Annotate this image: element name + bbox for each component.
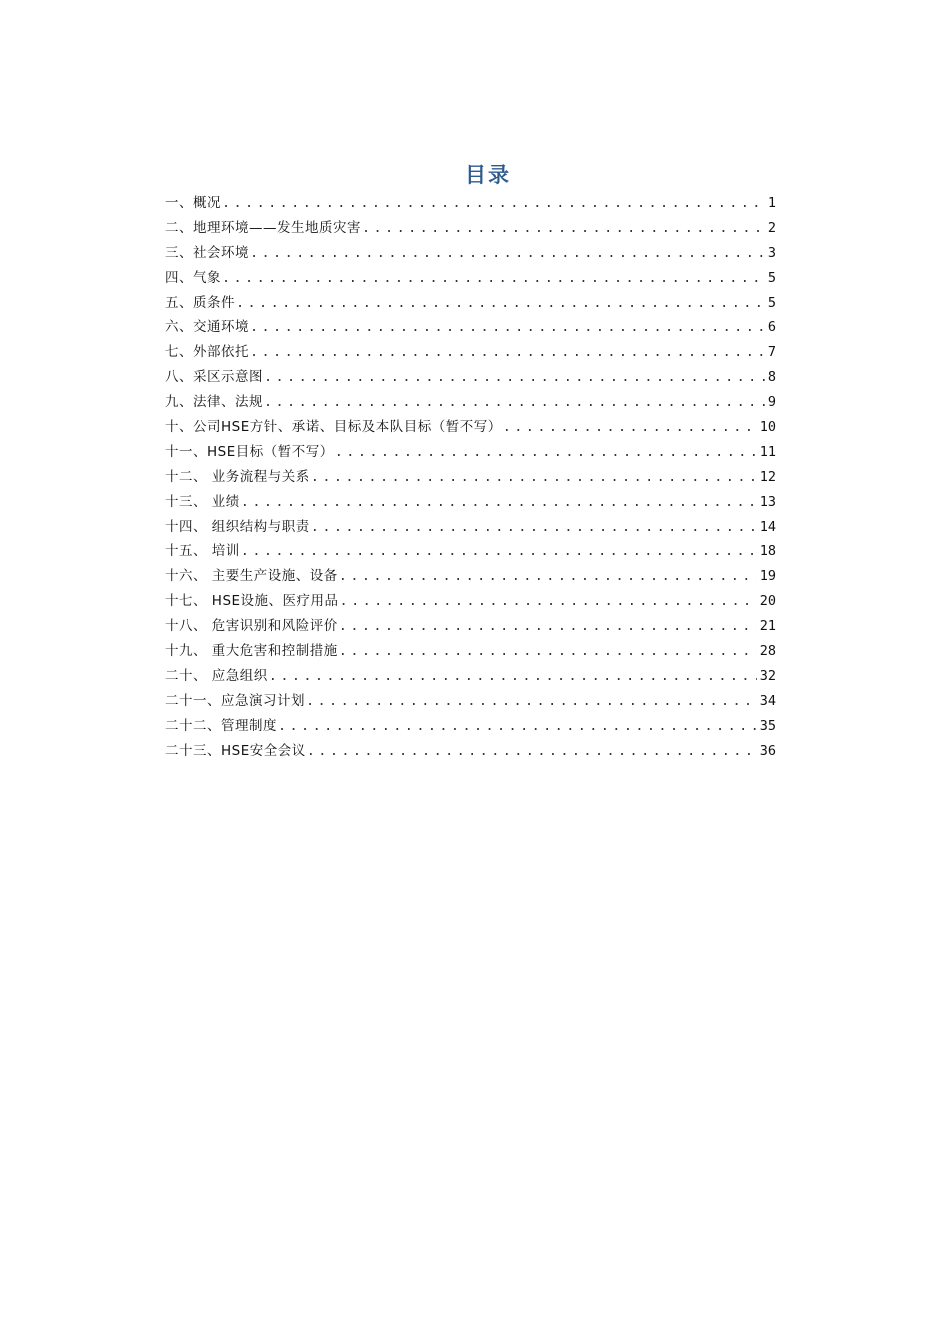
toc-entry-page: 10 [759,419,776,436]
dot-leader [250,340,765,365]
toc-entry[interactable] [165,266,776,291]
toc-entry-label: 六、交通环境 [165,319,249,336]
dot-leader [311,515,757,540]
dot-leader [222,191,765,216]
toc-entry-label: 七、外部依托 [165,344,249,361]
dot-leader [339,564,757,589]
toc-entry-page: 13 [759,493,776,510]
dot-leader [241,490,757,515]
toc-entry-label: 九、法律、法规 [165,394,263,411]
toc-entry-page: 11 [759,443,776,460]
toc-entry-label: 十八、 危害识别和风险评价 [165,618,338,635]
toc-entry-page: 20 [759,593,776,610]
toc-entry[interactable] [165,539,776,564]
toc-entry-page: 34 [759,692,776,709]
toc-entry-label: 十三、 业绩 [165,493,240,510]
toc-entry-label: 十、公司HSE方针、承诺、目标及本队目标（暂不写） [165,419,502,436]
toc-entry-page: 5 [767,294,776,311]
toc-entry[interactable] [165,614,776,639]
dot-leader [339,614,757,639]
toc-entry-label: 十一、HSE目标（暂不写） [165,443,334,460]
toc-entry[interactable] [165,365,776,390]
toc-entry-label: 十六、 主要生产设施、设备 [165,568,338,585]
toc-entry[interactable] [165,415,776,440]
toc-entry[interactable] [165,291,776,316]
dot-leader [340,589,757,614]
dot-leader [503,415,757,440]
toc-entry-page: 18 [759,543,776,560]
toc-entry[interactable] [165,490,776,515]
toc-entry[interactable] [165,639,776,664]
toc-entry[interactable] [165,589,776,614]
dot-leader [278,714,757,739]
toc-entry-label: 四、气象 [165,269,221,286]
toc-entry-page: 21 [759,618,776,635]
dot-leader [362,216,765,241]
table-of-contents [165,191,776,763]
dot-leader [250,241,765,266]
toc-entry-label: 十二、 业务流程与关系 [165,468,310,485]
dot-leader [307,739,757,764]
toc-title: 目录 [465,163,511,187]
toc-entry[interactable] [165,440,776,465]
toc-entry-page: 35 [759,717,776,734]
dot-leader [236,291,765,316]
dot-leader [241,539,757,564]
toc-entry-label: 十五、 培训 [165,543,240,560]
toc-entry[interactable] [165,564,776,589]
dot-leader [269,664,757,689]
toc-entry-label: 二十一、应急演习计划 [165,692,305,709]
toc-entry[interactable] [165,714,776,739]
dot-leader [250,315,765,340]
dot-leader [222,266,765,291]
toc-entry[interactable] [165,739,776,764]
toc-entry-label: 十九、 重大危害和控制措施 [165,643,338,660]
toc-entry[interactable] [165,664,776,689]
toc-entry-page: 7 [767,344,776,361]
toc-entry-label: 一、概况 [165,195,221,211]
toc-entry[interactable] [165,241,776,266]
toc-entry-page: 9 [767,394,776,411]
toc-entry-page: 2 [767,219,776,236]
dot-leader [264,390,765,415]
toc-entry-label: 二十三、HSE安全会议 [165,742,306,759]
toc-entry[interactable] [165,465,776,490]
toc-entry-label: 十七、 HSE设施、医疗用品 [165,593,339,610]
toc-entry[interactable] [165,191,776,216]
toc-entry-page: 32 [759,667,776,684]
dot-leader [306,689,757,714]
toc-entry-label: 三、社会环境 [165,244,249,261]
toc-entry-page: 5 [767,269,776,286]
toc-entry[interactable] [165,315,776,340]
toc-entry[interactable] [165,216,776,241]
toc-entry-label: 五、质条件 [165,294,235,311]
toc-entry-page: 6 [767,319,776,336]
toc-entry[interactable] [165,515,776,540]
toc-entry-page: 19 [759,568,776,585]
toc-entry-label: 八、采区示意图 [165,369,263,386]
toc-entry-label: 十四、 组织结构与职责 [165,518,310,535]
toc-entry-label: 二十、 应急组织 [165,667,268,684]
toc-entry-page: 28 [759,643,776,660]
dot-leader [311,465,757,490]
toc-entry-page: 14 [759,518,776,535]
toc-entry[interactable] [165,340,776,365]
dot-leader [264,365,765,390]
toc-entry-page: 1 [767,195,776,211]
toc-entry-label: 二、地理环境——发生地质灾害 [165,219,361,236]
toc-entry[interactable] [165,689,776,714]
toc-entry-page: 12 [759,468,776,485]
dot-leader [335,440,757,465]
toc-entry-page: 8 [767,369,776,386]
toc-entry-label: 二十二、管理制度 [165,717,277,734]
toc-entry-page: 36 [759,742,776,759]
dot-leader [339,639,757,664]
toc-entry-page: 3 [767,244,776,261]
toc-entry[interactable] [165,390,776,415]
